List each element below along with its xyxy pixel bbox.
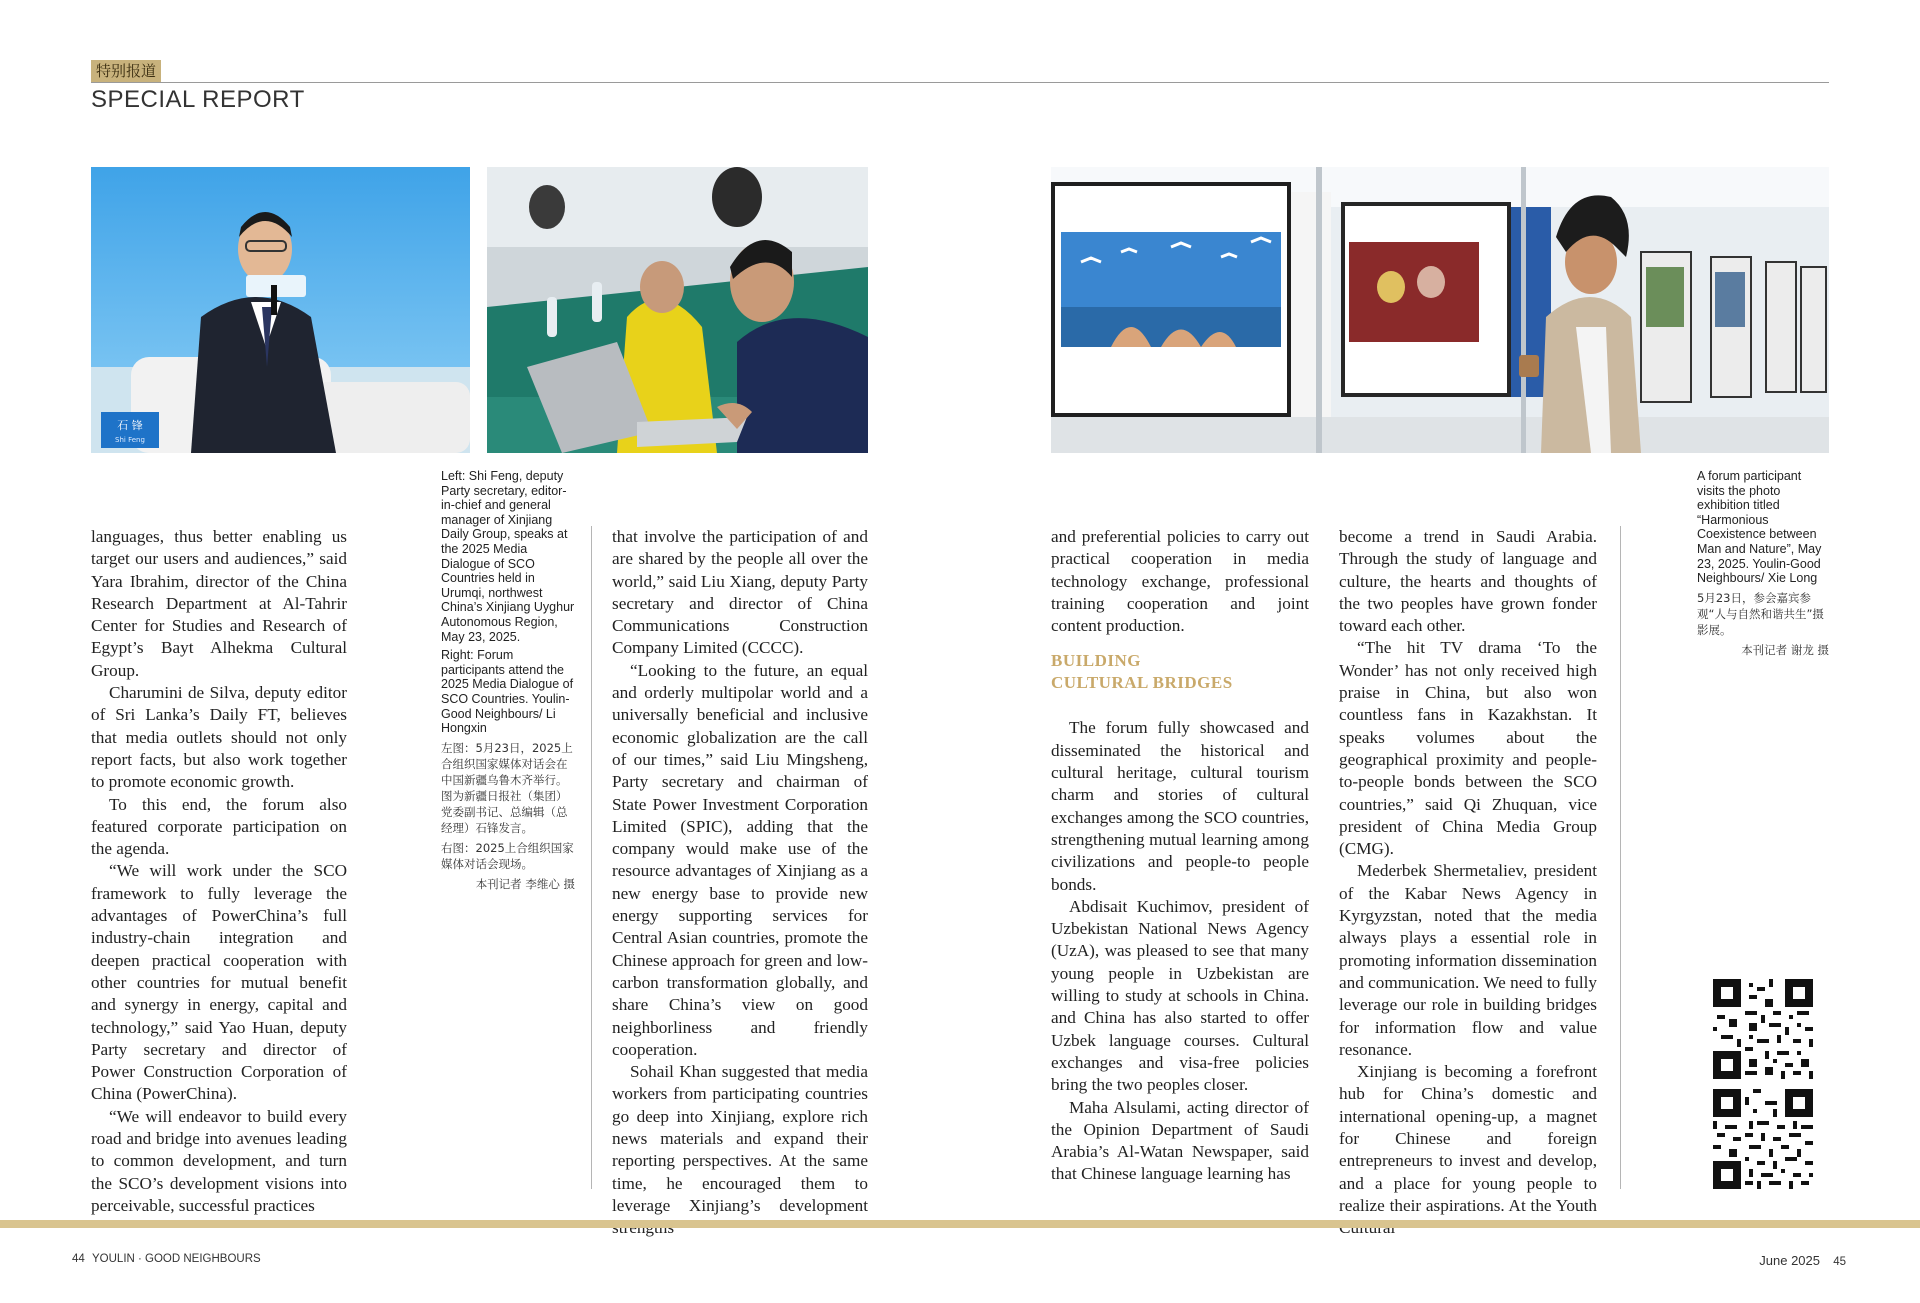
nameplate-en: Shi Feng (115, 436, 145, 444)
subhead-cultural-bridges: BUILDING CULTURAL BRIDGES (1051, 651, 1233, 693)
column-divider (1620, 526, 1621, 1189)
paragraph: The forum fully showcased and disseminated the historical and cultural heritage, cultural tourism charm and stories of cultural exchanges among the SCO countries, strengthening mutual learning among civilizations and people-to people bonds. (1051, 718, 1309, 894)
photo-participant-image (487, 167, 868, 453)
paragraph: “We will endeavor to build every road and bridge into avenues leading to common development, and turn the SCO’s development visions into perceivable, successful practices (91, 1106, 347, 1215)
issue-date: June 2025 (1759, 1253, 1820, 1268)
qr-code-icon (1713, 1089, 1813, 1189)
caption-exhibition-credit: 本刊记者 谢龙 摄 (1741, 642, 1829, 657)
photo-speaker-image (91, 167, 470, 453)
caption-cn-left: 左图：5月23日，2025上合组织国家媒体对话会在中国新疆乌鲁木齐举行。图为新疆日报社（集团）党委副书记、总编辑（总经理）石锋发言。 (441, 740, 573, 835)
caption-left-photos (441, 469, 575, 892)
photo-exhibition (1051, 167, 1829, 453)
body-column-4 (1339, 526, 1597, 1240)
magazine-title: YOULIN · GOOD NEIGHBOURS (92, 1253, 261, 1265)
paragraph: “We will work under the SCO framework to fully leverage the advantages of PowerChina’s full industry-chain integration and deepen practical cooperation with other countries for mutual benefit and synergy in energy, capital and technology,” said Yao Huan, deputy Party secretary and director of Power Construction Corporation of China (PowerChina). (91, 861, 347, 1104)
qr-code-icon (1713, 979, 1813, 1079)
paragraph: that involve the participation of and are shared by the people all over the world,” said Liu Xiang, deputy Party secretary and director of China Communications Construction Company Limited (CCCC). (612, 527, 868, 658)
section-tag-cn: 特别报道 (91, 60, 161, 82)
photo-exhibition-image (1051, 167, 1829, 453)
paragraph: To this end, the forum also featured corporate participation on the agenda. (91, 794, 347, 859)
photo-speaker (91, 167, 470, 453)
body-column-2 (612, 526, 868, 1240)
caption-right: Right: Forum participants attend the 2025 Media Dialogue of SCO Countries. Youlin-Good Neighbours/ Li Hongxin (441, 648, 574, 736)
paragraph: Mederbek Shermetaliev, president of the Kabar News Agency in Kyrgyzstan, noted that the media always plays a essential role in promoting information dissemination and communication. We need to fully leverage our role in building bridges for information flow and value resonance. (1339, 861, 1597, 1059)
caption-exhibition-en: A forum participant visits the photo exhibition titled “Harmonious Coexistence between Man and Nature”, May 23, 2025. Youlin-Good Neighbours/ Xie Long (1697, 469, 1822, 586)
paragraph: and preferential policies to carry out practical cooperation in media technology exchange, professional training cooperation and joint content production. (1051, 527, 1309, 636)
nameplate-cn: 石 锋 (117, 419, 143, 432)
caption-cn-credit: 本刊记者 李维心 摄 (475, 876, 575, 891)
paragraph: become a trend in Saudi Arabia. Through the study of language and culture, the hearts and thoughts of the two peoples have grown fonder toward each other. (1339, 527, 1597, 636)
footer-right (1759, 1253, 1846, 1268)
caption-exhibition-cn: 5月23日，参会嘉宾参观“人与自然和谐共生”摄影展。 (1697, 590, 1824, 637)
body-column-3 (1051, 526, 1309, 1186)
paragraph: “Looking to the future, an equal and orderly multipolar world and a universally beneficial and inclusive economic globalization are the call of our times,” said Liu Mingsheng, Party secretary and chairman of State Power Investment Corporation Limited (SPIC), adding that the company would make use of the resource advantages of Xinjiang as a new energy base to provide new energy supporting services for Central Asian countries, promote the Chinese approach for green and low-carbon transformation globally, and share China’s view on good neighborliness and friendly cooperation. (612, 660, 868, 1059)
caption-exhibition (1697, 469, 1829, 658)
footer-bar (0, 1220, 1920, 1228)
qr-code-1[interactable] (1713, 979, 1813, 1079)
footer-left (72, 1253, 261, 1265)
paragraph: Maha Alsulami, acting director of the Opinion Department of Saudi Arabia’s Al-Watan Newspaper, said that Chinese language learning has (1051, 1097, 1309, 1184)
photo-participant (487, 167, 868, 453)
paragraph: Xinjiang is becoming a forefront hub for China’s domestic and international opening-up, a magnet for Chinese and foreign entrepreneurs to invest and develop, and a place for young people to realize their aspirations. At the Youth (1339, 1062, 1597, 1215)
paragraph: “The hit TV drama ‘To the Wonder’ has not only received high praise in China, but also won countless fans in Kazakhstan. It speaks volumes about the geographical proximity and people-to-people bonds between the SCO countries,” said Qi Zhuquan, vice president of China Media Group (CMG). (1339, 638, 1597, 859)
paragraph: Abdisait Kuchimov, president of Uzbekistan National News Agency (UzA), was pleased to see that many young people in Uzbekistan are willing to study at schools in China. and China has also started to offer Uzbek language courses. Cultural exchanges and visa-free policies bring the two peoples closer. (1051, 896, 1309, 1095)
paragraph: Charumini de Silva, deputy editor of Sri Lanka’s Daily FT, believes that media outlets should not only report facts, but also work together to promote economic growth. (91, 683, 347, 792)
caption-left: Left: Shi Feng, deputy Party secretary, editor-in-chief and general manager of Xinjiang Daily Group, speaks at the 2025 Media Dialogue of SCO Countries held in Urumqi, northwest China’s Xinjiang Uyghur Autonomous Region, May 23, 2025. (441, 469, 575, 644)
page-number-left: 44 (72, 1253, 85, 1265)
paragraph: languages, thus better enabling us target our users and audiences,” said Yara Ibrahim, director of the China Research Department at Al-Tahrir Center for Studies and Research of Egypt’s Bayt Alhekma Cultural Group. (91, 527, 347, 680)
caption-cn-right: 右图：2025上合组织国家媒体对话会现场。 (441, 840, 574, 871)
paragraph: Sohail Khan suggested that media workers from participating countries go deep into Xinjiang, explore rich news materials and expand their reporting perspectives. At the same time, he encouraged them to leverage Xinjiang’s development (612, 1062, 868, 1215)
section-title: SPECIAL REPORT (91, 86, 305, 113)
header-rule (91, 82, 1829, 83)
page-number-right: 45 (1833, 1256, 1846, 1268)
body-column-1 (91, 526, 347, 1217)
column-divider (591, 526, 592, 1189)
qr-code-2[interactable] (1713, 1089, 1813, 1189)
